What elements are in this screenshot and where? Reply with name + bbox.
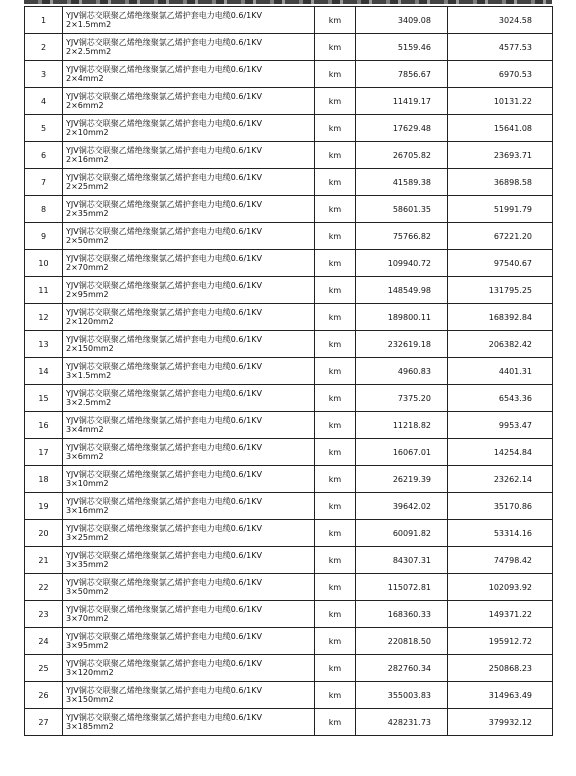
- unit: km: [315, 682, 356, 709]
- product-name-cell: [63, 466, 315, 493]
- product-spec: 3×70mm2: [66, 614, 109, 623]
- product-name-cell: [63, 7, 315, 34]
- unit: km: [315, 601, 356, 628]
- product-name: YJV铜芯交联聚乙烯绝缘聚氯乙烯护套电力电缆0.6/1KV: [66, 65, 262, 74]
- unit: km: [315, 304, 356, 331]
- product-name-cell: [63, 358, 315, 385]
- price-value-1: 7856.67: [356, 61, 448, 88]
- row-number: 8: [25, 196, 63, 223]
- table-row: [25, 493, 553, 520]
- product-name: YJV铜芯交联聚乙烯绝缘聚氯乙烯护套电力电缆0.6/1KV: [66, 443, 262, 452]
- price-value-2: 4577.53: [448, 34, 553, 61]
- table-row: [25, 709, 553, 736]
- row-number: 1: [25, 7, 63, 34]
- unit: km: [315, 358, 356, 385]
- price-value-1: 75766.82: [356, 223, 448, 250]
- table-row: [25, 439, 553, 466]
- product-spec: 3×4mm2: [66, 425, 104, 434]
- product-name-cell: [63, 142, 315, 169]
- row-number: 11: [25, 277, 63, 304]
- price-value-1: 232619.18: [356, 331, 448, 358]
- table-row: [25, 250, 553, 277]
- product-name: YJV铜芯交联聚乙烯绝缘聚氯乙烯护套电力电缆0.6/1KV: [66, 632, 262, 641]
- table-row: [25, 466, 553, 493]
- product-name-cell: [63, 223, 315, 250]
- product-spec: 3×185mm2: [66, 722, 114, 731]
- price-value-2: 10131.22: [448, 88, 553, 115]
- product-name: YJV铜芯交联聚乙烯绝缘聚氯乙烯护套电力电缆0.6/1KV: [66, 254, 262, 263]
- row-number: 9: [25, 223, 63, 250]
- product-name: YJV铜芯交联聚乙烯绝缘聚氯乙烯护套电力电缆0.6/1KV: [66, 173, 262, 182]
- product-spec: 2×70mm2: [66, 263, 109, 272]
- price-value-1: 428231.73: [356, 709, 448, 736]
- unit: km: [315, 196, 356, 223]
- price-value-2: 131795.25: [448, 277, 553, 304]
- product-name: YJV铜芯交联聚乙烯绝缘聚氯乙烯护套电力电缆0.6/1KV: [66, 200, 262, 209]
- price-value-2: 23693.71: [448, 142, 553, 169]
- table-row: [25, 277, 553, 304]
- row-number: 26: [25, 682, 63, 709]
- product-spec: 2×4mm2: [66, 74, 104, 83]
- price-value-1: 16067.01: [356, 439, 448, 466]
- unit: km: [315, 385, 356, 412]
- table-row: [25, 601, 553, 628]
- product-name: YJV铜芯交联聚乙烯绝缘聚氯乙烯护套电力电缆0.6/1KV: [66, 362, 262, 371]
- price-value-2: 53314.16: [448, 520, 553, 547]
- product-name: YJV铜芯交联聚乙烯绝缘聚氯乙烯护套电力电缆0.6/1KV: [66, 551, 262, 560]
- price-value-1: 282760.34: [356, 655, 448, 682]
- product-name: YJV铜芯交联聚乙烯绝缘聚氯乙烯护套电力电缆0.6/1KV: [66, 713, 262, 722]
- product-name: YJV铜芯交联聚乙烯绝缘聚氯乙烯护套电力电缆0.6/1KV: [66, 659, 262, 668]
- unit: km: [315, 88, 356, 115]
- product-spec: 2×6mm2: [66, 101, 104, 110]
- unit: km: [315, 493, 356, 520]
- row-number: 6: [25, 142, 63, 169]
- row-number: 4: [25, 88, 63, 115]
- product-name: YJV铜芯交联聚乙烯绝缘聚氯乙烯护套电力电缆0.6/1KV: [66, 146, 262, 155]
- product-name-cell: [63, 412, 315, 439]
- unit: km: [315, 520, 356, 547]
- product-name: YJV铜芯交联聚乙烯绝缘聚氯乙烯护套电力电缆0.6/1KV: [66, 119, 262, 128]
- product-name: YJV铜芯交联聚乙烯绝缘聚氯乙烯护套电力电缆0.6/1KV: [66, 470, 262, 479]
- product-spec: 3×95mm2: [66, 641, 109, 650]
- top-text-cutoff: [24, 0, 552, 4]
- price-value-1: 11218.82: [356, 412, 448, 439]
- price-value-1: 4960.83: [356, 358, 448, 385]
- price-value-2: 379932.12: [448, 709, 553, 736]
- product-name-cell: [63, 115, 315, 142]
- row-number: 13: [25, 331, 63, 358]
- product-spec: 2×150mm2: [66, 344, 114, 353]
- product-spec: 3×2.5mm2: [66, 398, 112, 407]
- product-spec: 2×35mm2: [66, 209, 109, 218]
- price-value-2: 67221.20: [448, 223, 553, 250]
- product-name-cell: [63, 628, 315, 655]
- product-name: YJV铜芯交联聚乙烯绝缘聚氯乙烯护套电力电缆0.6/1KV: [66, 38, 262, 47]
- product-name-cell: [63, 88, 315, 115]
- product-spec: 2×120mm2: [66, 317, 114, 326]
- table-row: [25, 115, 553, 142]
- unit: km: [315, 331, 356, 358]
- row-number: 23: [25, 601, 63, 628]
- table-row: [25, 412, 553, 439]
- row-number: 7: [25, 169, 63, 196]
- product-name-cell: [63, 493, 315, 520]
- table-row: [25, 223, 553, 250]
- product-name-cell: [63, 439, 315, 466]
- product-spec: 2×10mm2: [66, 128, 109, 137]
- price-value-2: 74798.42: [448, 547, 553, 574]
- unit: km: [315, 547, 356, 574]
- product-name: YJV铜芯交联聚乙烯绝缘聚氯乙烯护套电力电缆0.6/1KV: [66, 11, 262, 20]
- price-value-2: 149371.22: [448, 601, 553, 628]
- product-spec: 3×6mm2: [66, 452, 104, 461]
- unit: km: [315, 250, 356, 277]
- price-value-1: 5159.46: [356, 34, 448, 61]
- price-value-1: 58601.35: [356, 196, 448, 223]
- table-row: [25, 682, 553, 709]
- table-row: [25, 331, 553, 358]
- table-row: [25, 628, 553, 655]
- price-value-2: 4401.31: [448, 358, 553, 385]
- product-spec: 3×16mm2: [66, 506, 109, 515]
- row-number: 16: [25, 412, 63, 439]
- price-value-2: 195912.72: [448, 628, 553, 655]
- price-value-1: 355003.83: [356, 682, 448, 709]
- row-number: 24: [25, 628, 63, 655]
- price-value-1: 26219.39: [356, 466, 448, 493]
- table-row: [25, 169, 553, 196]
- product-name-cell: [63, 547, 315, 574]
- row-number: 3: [25, 61, 63, 88]
- unit: km: [315, 412, 356, 439]
- unit: km: [315, 61, 356, 88]
- price-value-2: 51991.79: [448, 196, 553, 223]
- unit: km: [315, 439, 356, 466]
- table-row: [25, 574, 553, 601]
- product-name: YJV铜芯交联聚乙烯绝缘聚氯乙烯护套电力电缆0.6/1KV: [66, 416, 262, 425]
- product-name-cell: [63, 682, 315, 709]
- price-value-1: 109940.72: [356, 250, 448, 277]
- price-value-2: 14254.84: [448, 439, 553, 466]
- price-value-2: 6970.53: [448, 61, 553, 88]
- product-spec: 2×1.5mm2: [66, 20, 112, 29]
- product-spec: 2×25mm2: [66, 182, 109, 191]
- price-value-2: 35170.86: [448, 493, 553, 520]
- unit: km: [315, 223, 356, 250]
- row-number: 27: [25, 709, 63, 736]
- table-row: [25, 520, 553, 547]
- product-name-cell: [63, 385, 315, 412]
- table-row: [25, 7, 553, 34]
- unit: km: [315, 574, 356, 601]
- product-spec: 2×2.5mm2: [66, 47, 112, 56]
- product-spec: 2×95mm2: [66, 290, 109, 299]
- product-name: YJV铜芯交联聚乙烯绝缘聚氯乙烯护套电力电缆0.6/1KV: [66, 92, 262, 101]
- cable-price-table: [24, 6, 553, 736]
- table-row: [25, 196, 553, 223]
- row-number: 10: [25, 250, 63, 277]
- table-row: [25, 88, 553, 115]
- product-name-cell: [63, 196, 315, 223]
- row-number: 22: [25, 574, 63, 601]
- price-value-2: 168392.84: [448, 304, 553, 331]
- product-spec: 2×50mm2: [66, 236, 109, 245]
- row-number: 2: [25, 34, 63, 61]
- product-name: YJV铜芯交联聚乙烯绝缘聚氯乙烯护套电力电缆0.6/1KV: [66, 281, 262, 290]
- row-number: 21: [25, 547, 63, 574]
- price-value-2: 206382.42: [448, 331, 553, 358]
- product-spec: 3×50mm2: [66, 587, 109, 596]
- price-value-2: 102093.92: [448, 574, 553, 601]
- unit: km: [315, 655, 356, 682]
- price-value-1: 168360.33: [356, 601, 448, 628]
- product-name: YJV铜芯交联聚乙烯绝缘聚氯乙烯护套电力电缆0.6/1KV: [66, 686, 262, 695]
- price-value-2: 36898.58: [448, 169, 553, 196]
- product-name-cell: [63, 574, 315, 601]
- unit: km: [315, 34, 356, 61]
- unit: km: [315, 169, 356, 196]
- product-name-cell: [63, 709, 315, 736]
- row-number: 15: [25, 385, 63, 412]
- price-value-2: 97540.67: [448, 250, 553, 277]
- price-value-2: 314963.49: [448, 682, 553, 709]
- price-value-1: 220818.50: [356, 628, 448, 655]
- product-name-cell: [63, 601, 315, 628]
- table-row: [25, 385, 553, 412]
- product-spec: 3×35mm2: [66, 560, 109, 569]
- product-spec: 2×16mm2: [66, 155, 109, 164]
- price-value-1: 189800.11: [356, 304, 448, 331]
- table-row: [25, 547, 553, 574]
- unit: km: [315, 7, 356, 34]
- unit: km: [315, 115, 356, 142]
- product-name: YJV铜芯交联聚乙烯绝缘聚氯乙烯护套电力电缆0.6/1KV: [66, 497, 262, 506]
- product-name: YJV铜芯交联聚乙烯绝缘聚氯乙烯护套电力电缆0.6/1KV: [66, 227, 262, 236]
- price-value-1: 11419.17: [356, 88, 448, 115]
- unit: km: [315, 628, 356, 655]
- product-name: YJV铜芯交联聚乙烯绝缘聚氯乙烯护套电力电缆0.6/1KV: [66, 605, 262, 614]
- product-spec: 3×25mm2: [66, 533, 109, 542]
- product-name: YJV铜芯交联聚乙烯绝缘聚氯乙烯护套电力电缆0.6/1KV: [66, 389, 262, 398]
- table-row: [25, 34, 553, 61]
- price-value-1: 39642.02: [356, 493, 448, 520]
- price-value-1: 60091.82: [356, 520, 448, 547]
- table-row: [25, 304, 553, 331]
- table-row: [25, 655, 553, 682]
- table-row: [25, 358, 553, 385]
- row-number: 12: [25, 304, 63, 331]
- row-number: 5: [25, 115, 63, 142]
- product-spec: 3×150mm2: [66, 695, 114, 704]
- product-name: YJV铜芯交联聚乙烯绝缘聚氯乙烯护套电力电缆0.6/1KV: [66, 335, 262, 344]
- product-name-cell: [63, 655, 315, 682]
- price-value-1: 115072.81: [356, 574, 448, 601]
- row-number: 17: [25, 439, 63, 466]
- product-name-cell: [63, 277, 315, 304]
- unit: km: [315, 142, 356, 169]
- product-spec: 3×10mm2: [66, 479, 109, 488]
- table-row: [25, 142, 553, 169]
- unit: km: [315, 709, 356, 736]
- product-name: YJV铜芯交联聚乙烯绝缘聚氯乙烯护套电力电缆0.6/1KV: [66, 308, 262, 317]
- product-name-cell: [63, 34, 315, 61]
- product-name-cell: [63, 304, 315, 331]
- product-spec: 3×120mm2: [66, 668, 114, 677]
- row-number: 25: [25, 655, 63, 682]
- unit: km: [315, 277, 356, 304]
- price-value-2: 23262.14: [448, 466, 553, 493]
- price-value-1: 26705.82: [356, 142, 448, 169]
- product-name-cell: [63, 331, 315, 358]
- product-name: YJV铜芯交联聚乙烯绝缘聚氯乙烯护套电力电缆0.6/1KV: [66, 578, 262, 587]
- product-name-cell: [63, 61, 315, 88]
- price-value-2: 6543.36: [448, 385, 553, 412]
- price-value-2: 3024.58: [448, 7, 553, 34]
- price-value-1: 7375.20: [356, 385, 448, 412]
- price-value-2: 15641.08: [448, 115, 553, 142]
- price-value-1: 84307.31: [356, 547, 448, 574]
- price-value-2: 9953.47: [448, 412, 553, 439]
- price-value-1: 17629.48: [356, 115, 448, 142]
- price-value-1: 41589.38: [356, 169, 448, 196]
- row-number: 19: [25, 493, 63, 520]
- unit: km: [315, 466, 356, 493]
- row-number: 18: [25, 466, 63, 493]
- table-row: [25, 61, 553, 88]
- product-name-cell: [63, 250, 315, 277]
- row-number: 14: [25, 358, 63, 385]
- product-spec: 3×1.5mm2: [66, 371, 112, 380]
- product-name: YJV铜芯交联聚乙烯绝缘聚氯乙烯护套电力电缆0.6/1KV: [66, 524, 262, 533]
- price-value-1: 3409.08: [356, 7, 448, 34]
- price-value-2: 250868.23: [448, 655, 553, 682]
- row-number: 20: [25, 520, 63, 547]
- product-name-cell: [63, 520, 315, 547]
- product-name-cell: [63, 169, 315, 196]
- price-value-1: 148549.98: [356, 277, 448, 304]
